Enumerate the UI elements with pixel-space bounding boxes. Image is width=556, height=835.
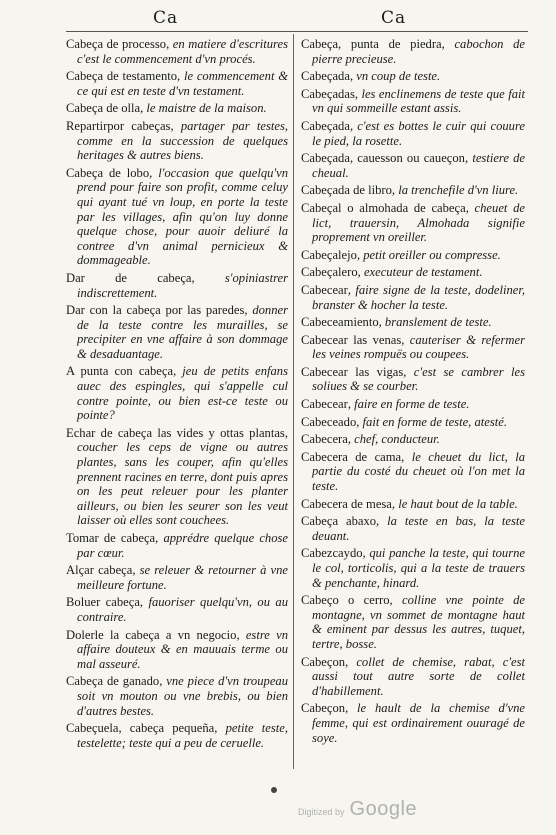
dictionary-entry — [66, 271, 288, 300]
dictionary-entry — [301, 315, 525, 330]
dictionary-entry — [66, 303, 288, 361]
entry-definition: , estre vn affaire douteux & en mauuais terme ou mal asseuré. — [77, 627, 288, 671]
entry-headword: Cabecera de cama — [301, 449, 402, 464]
entry-headword: Cabeça de processo — [66, 37, 167, 51]
entry-headword: Cabeçon — [301, 701, 346, 716]
entry-headword: Cabeça, punta de piedra — [301, 37, 442, 51]
dictionary-entry — [66, 721, 288, 750]
entry-definition: , apprédre quelque chose par cœur. — [77, 531, 288, 560]
dictionary-entry — [301, 497, 525, 512]
dictionary-entry — [301, 283, 525, 312]
entry-definition: , les enclinemens de teste que fait vn qui sommeille estant assis. — [312, 86, 525, 116]
dictionary-entry — [66, 119, 288, 163]
entry-headword: Cabeceado — [301, 414, 357, 429]
entry-definition: , executeur de testament. — [357, 265, 483, 280]
dictionary-entry — [66, 101, 288, 116]
entry-headword: Alçar cabeça — [66, 563, 133, 578]
entry-headword: Cabeçada — [301, 69, 350, 84]
google-logo: Google — [349, 798, 418, 820]
entry-definition: , le maistre de la maison. — [140, 101, 267, 116]
entry-headword: Tomar de cabeça — [66, 531, 156, 545]
entry-definition: , jeu de petits enfans auec des espingles, qui s'appelle cul contre pointe, ou bien est-ce teste ou pointe? — [77, 364, 288, 423]
entry-headword: Cabeço o cerro — [301, 593, 390, 608]
entry-headword: Cabeçada — [301, 118, 350, 133]
entry-headword: Cabeçalero — [301, 265, 358, 280]
entry-headword: Cabecear — [301, 397, 348, 412]
entry-definition: , le commencement & ce qui est en teste d'vn testament. — [77, 69, 289, 98]
entry-headword: Cabeçada, cauesson ou caueçon — [301, 151, 465, 166]
dictionary-entry — [66, 531, 288, 560]
left-column — [66, 37, 288, 753]
entry-headword: Cabecear las vigas — [301, 364, 404, 379]
entry-headword: Cabeça de olla — [66, 101, 141, 116]
entry-definition: , testiere de cheual. — [312, 151, 526, 180]
dictionary-entry — [301, 265, 525, 280]
entry-definition: , qui panche la teste, qui tourne le col, torticolis, qui a la teste de trauers & penchante, hinard. — [312, 546, 525, 590]
entry-definition: , colline vne pointe de montagne, vn sommet de montagne haut & eminent par dessus les autres, tuquet, tertre, bosse. — [312, 593, 525, 651]
entry-definition: , l'occasion que quelqu'vn prend pour faire son profit, comme celuy qui ayant tué vn loup, en porte la teste par les villages, afin qu'on luy donne quelque chose, pour auoir deliuré la contree d'vn animal pernicieux & dommageable. — [77, 165, 288, 268]
entry-definition: , s'opiniastrer indiscrettement. — [77, 270, 288, 300]
entry-definition: , partager par testes, comme en la succession de quelques heritages & autres biens. — [77, 118, 288, 163]
dictionary-entry — [301, 151, 525, 180]
dictionary-entry — [66, 426, 288, 528]
page-mark — [271, 787, 277, 793]
dictionary-entry — [66, 674, 288, 718]
digitized-by-label: Digitized by — [298, 807, 345, 817]
dictionary-entry — [301, 415, 525, 430]
digitized-watermark — [298, 798, 417, 821]
entry-definition: , cauteriser & refermer les veines rompuës ou coupees. — [312, 332, 525, 362]
entry-headword: Cabeça de lobo — [66, 165, 150, 180]
column-divider — [293, 34, 294, 769]
entry-definition: , petite teste, testelette; teste qui a peu de ceruelle. — [77, 721, 288, 750]
entry-definition: , le hault de la chemise d'vne femme, qui est ordinairement ouuragé de soye. — [312, 701, 525, 745]
dictionary-entry — [301, 201, 525, 245]
entry-headword: Cabeça de ganado — [66, 674, 160, 689]
entry-headword: Boluer cabeça — [66, 595, 140, 610]
entry-definition: , c'est se cambrer les soliues & se courber. — [312, 364, 525, 394]
entry-definition: , coucher les ceps de vigne ou autres plantes, sans les couper, afin qu'elles prennent racines en terre, dont puis apres on les peut releuer pour les planter ailleurs, ou bien les seurer son les veut laisser où elles sont couchees. — [77, 425, 288, 528]
entry-headword: Cabezcaydo — [301, 546, 363, 561]
entry-definition: , la teste en bas, la teste deuant. — [312, 514, 525, 543]
dictionary-entry — [301, 37, 525, 66]
entry-definition: , vne piece d'vn troupeau soit vn mouton ou vne brebis, ou bien d'autres bestes. — [77, 674, 289, 718]
dictionary-entry — [66, 166, 288, 268]
dictionary-entry — [301, 248, 525, 263]
entry-definition: , fauoriser quelqu'vn, ou au contraire. — [77, 595, 288, 624]
entry-headword: Cabeça de testamento — [66, 69, 178, 84]
dictionary-entry — [66, 37, 288, 66]
dictionary-entry — [301, 69, 525, 84]
entry-headword: Cabeçadas — [301, 86, 355, 101]
entry-headword: Dolerle la cabeça a vn negocio — [66, 627, 237, 642]
entry-headword: Cabecera de mesa — [301, 496, 392, 511]
dictionary-entry — [66, 595, 288, 624]
entry-headword: A punta con cabeça — [66, 364, 174, 379]
entry-headword: Repartirpor cabeças — [66, 118, 171, 133]
dictionary-entry — [301, 655, 525, 699]
entry-definition: , cabochon de pierre precieuse. — [312, 37, 526, 66]
dictionary-entry — [66, 563, 288, 592]
dictionary-entry — [301, 87, 525, 116]
dictionary-entry — [301, 593, 525, 651]
entry-definition: , faire en forme de teste. — [347, 397, 470, 412]
entry-headword: Echar de cabeça las vides y ottas plantas — [66, 425, 285, 440]
entry-headword: Cabeçal o almohada de cabeça — [301, 200, 466, 215]
entry-definition: , fait en forme de teste, atesté. — [356, 414, 507, 429]
entry-headword: Cabeceamiento — [301, 315, 379, 330]
entry-headword: Cabeçada de libro — [301, 183, 392, 198]
entry-definition: , se releuer & retourner à vne meilleure fortune. — [77, 563, 288, 592]
dictionary-entry — [66, 69, 288, 98]
dictionary-entry — [301, 397, 525, 412]
entry-definition: , le haut bout de la table. — [391, 496, 518, 511]
entry-definition: , donner de la teste contre les murailles, se precipiter en vne affaire à son dommage & desaduantage. — [77, 303, 288, 361]
entry-headword: Cabecear las venas — [301, 332, 402, 347]
entry-headword: Dar con la cabeça por las paredes — [66, 303, 245, 318]
dictionary-entry — [301, 365, 525, 394]
entry-headword: Cabeçon — [301, 654, 346, 669]
entry-headword: Cabeçuela, cabeça pequeña — [66, 721, 215, 736]
running-head-left: Ca — [153, 8, 179, 28]
entry-definition: , la trenchefile d'vn liure. — [391, 183, 519, 198]
entry-definition: , c'est es bottes le cuir qui couure le pied, la rosette. — [312, 118, 525, 148]
entry-headword: Cabeça abaxo — [301, 514, 377, 529]
entry-definition: , branslement de teste. — [378, 315, 492, 330]
entry-headword: Dar de cabeça — [66, 270, 192, 285]
dictionary-entry — [301, 183, 525, 198]
entry-definition: , le cheuet du lict, la partie du costé du cheuet où l'on met la teste. — [312, 449, 526, 494]
entry-definition: , collet de chemise, rabat, c'est aussi tout autre sorte de collet d'habillement. — [312, 654, 525, 698]
dictionary-entry — [301, 432, 525, 447]
dictionary-entry — [301, 546, 525, 590]
entry-definition: , chef, conducteur. — [347, 432, 440, 447]
running-head-right: Ca — [381, 8, 407, 28]
dictionary-entry — [301, 333, 525, 362]
right-column — [301, 37, 525, 748]
entry-definition: , petit oreiller ou compresse. — [356, 247, 501, 262]
header-rule — [66, 31, 528, 32]
entry-definition: , en matiere d'escritures c'est le commencement d'vn procés. — [77, 37, 288, 66]
entry-definition: , faire signe de la teste, dodeliner, branster & hocher la teste. — [312, 282, 525, 312]
entry-headword: Cabecera — [301, 432, 348, 447]
entry-headword: Cabeçalejo — [301, 247, 357, 262]
entry-definition: , vn coup de teste. — [349, 69, 441, 84]
dictionary-entry — [66, 364, 288, 422]
dictionary-entry — [301, 450, 525, 494]
entry-headword: Cabecear — [301, 282, 348, 297]
entry-definition: , cheuet de lict, trauersin, Almohada signifie proprement vn oreiller. — [312, 200, 525, 245]
dictionary-entry — [301, 701, 525, 745]
dictionary-entry — [301, 119, 525, 148]
dictionary-entry — [66, 628, 288, 672]
dictionary-entry — [301, 514, 525, 543]
